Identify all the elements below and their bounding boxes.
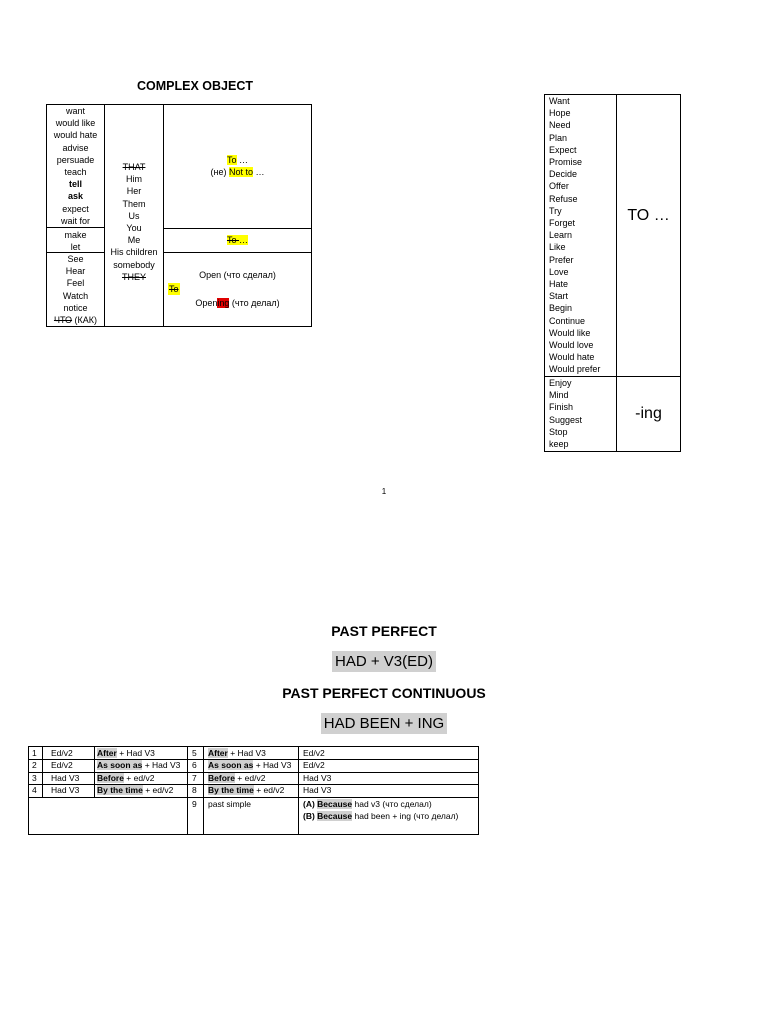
tense-rule: + ed/v2 — [123, 773, 155, 783]
to-label: TO … — [627, 207, 670, 224]
past-perfect-continuous-formula: HAD BEEN + ING — [321, 713, 447, 734]
conjunction-keyword: After — [97, 748, 117, 758]
tense-cell: Ed/v2 — [51, 748, 73, 758]
past-perfect-title: PAST PERFECT — [331, 623, 437, 639]
object-word: You — [126, 223, 142, 234]
tenses-table — [28, 746, 479, 835]
verb: Plan — [549, 132, 568, 143]
conjunction-keyword: By the time — [208, 785, 254, 795]
struck-to: To — [226, 235, 239, 245]
tense-cell: Had V3 — [303, 785, 332, 795]
conjunction-cell — [208, 772, 265, 784]
verb: Prefer — [549, 254, 574, 265]
past-perfect-formula-row — [0, 653, 768, 671]
open-line: Open (что сделал) — [199, 270, 276, 280]
object-list — [105, 161, 163, 283]
highlight-ing: ing — [217, 298, 230, 308]
conjunction-cell — [208, 747, 266, 759]
object-word: His children — [110, 247, 158, 258]
tense-rule: + ed/v2 — [253, 785, 285, 795]
verb: teach — [64, 167, 87, 178]
row-divider — [163, 252, 311, 253]
verb: keep — [549, 439, 569, 450]
infinitive-cell — [164, 154, 311, 178]
conjunction-keyword: Because — [317, 799, 353, 809]
complex-object-title: COMPLEX OBJECT — [137, 79, 253, 93]
object-word: Them — [122, 198, 146, 209]
ne-prefix: (не) — [210, 167, 229, 178]
tense-cell: past simple — [208, 799, 251, 809]
verb: Begin — [549, 303, 573, 314]
verb: Would like — [549, 327, 591, 338]
verb: Refuse — [549, 193, 578, 204]
conjunction-cell — [97, 747, 155, 759]
verb: Expect — [549, 144, 577, 155]
because-a — [303, 798, 432, 810]
conjunction-cell — [97, 759, 180, 771]
highlight-to: To — [226, 155, 237, 165]
object-word: Us — [128, 210, 140, 221]
ing-label: -ing — [635, 405, 662, 422]
verb: Watch — [62, 290, 89, 301]
verb: Need — [549, 120, 571, 131]
verb: Love — [549, 266, 569, 277]
to-line — [164, 154, 311, 166]
verb: make — [64, 230, 87, 240]
past-perfect-formula: HAD + V3(ED) — [332, 651, 436, 672]
verb: ask — [67, 191, 84, 202]
ellipsis: … — [239, 235, 248, 245]
conjunction-cell — [97, 784, 173, 796]
verb: would hate — [53, 130, 98, 141]
row-divider — [47, 227, 104, 228]
column-divider — [163, 105, 164, 326]
highlight-not-to: Not to — [228, 167, 253, 178]
conjunction-keyword: Because — [317, 811, 353, 821]
verb: Hope — [549, 108, 571, 119]
tense-rule: + Had V3 — [142, 760, 181, 770]
row-number: 2 — [32, 760, 37, 770]
row-number: 1 — [32, 748, 37, 758]
verb: Feel — [66, 278, 85, 289]
struck-to-side: To — [169, 284, 179, 294]
conjunction-keyword: As soon as — [97, 760, 143, 770]
ellipsis: … — [252, 167, 265, 178]
tense-cell: Had V3 — [303, 773, 332, 783]
row-divider — [163, 228, 311, 229]
past-perfect-continuous-title: PAST PERFECT CONTINUOUS — [282, 685, 486, 701]
verb: Enjoy — [549, 378, 572, 388]
verb: Try — [549, 205, 562, 216]
verb: persuade — [56, 154, 95, 165]
ing-verb-list — [549, 377, 582, 450]
object-word: somebody — [113, 259, 155, 270]
verb: Hear — [65, 266, 86, 277]
verb: See — [67, 254, 84, 264]
column-divider — [616, 95, 617, 451]
verb: would like — [55, 118, 96, 129]
row-number: 5 — [192, 748, 197, 758]
object-word: Him — [126, 174, 142, 185]
verb-note: (КАК) — [72, 315, 98, 326]
verb: Want — [549, 96, 570, 106]
verbs-group-to — [47, 105, 104, 227]
because-b — [303, 810, 458, 822]
column-divider — [187, 747, 188, 834]
conjunction-keyword: As soon as — [208, 760, 254, 770]
verbs-group-perception — [47, 253, 104, 326]
tense-rule: + ed/v2 — [234, 773, 266, 783]
conjunction-keyword: Before — [208, 773, 235, 783]
row-number: 7 — [192, 773, 197, 783]
past-perfect-continuous-formula-row — [0, 715, 768, 733]
verb: let — [70, 242, 81, 253]
verbs-group-make — [47, 229, 104, 253]
option-label: (A) — [303, 799, 318, 809]
opening-line — [164, 297, 311, 309]
bare-infinitive-cell — [164, 234, 311, 246]
conjunction-cell — [208, 784, 284, 796]
verb: Continue — [549, 315, 586, 326]
conjunction-keyword: By the time — [97, 785, 143, 795]
verb: notice — [63, 302, 88, 313]
tense-cell: Ed/v2 — [51, 760, 73, 770]
column-divider — [203, 747, 204, 834]
verb: Offer — [549, 181, 569, 192]
verb: Learn — [549, 230, 573, 241]
conjunction-keyword: After — [208, 748, 228, 758]
verb: Finish — [549, 402, 574, 413]
tense-cell: Had V3 — [51, 785, 80, 795]
verb: Stop — [549, 426, 568, 437]
verb: Suggest — [549, 414, 583, 425]
not-to-line — [164, 166, 311, 178]
tense-cell: Had V3 — [51, 773, 80, 783]
tense-rule: had v3 (что сделал) — [352, 799, 432, 809]
row-number: 3 — [32, 773, 37, 783]
verb: Would love — [549, 340, 594, 351]
column-divider — [298, 747, 299, 834]
option-label: (B) — [303, 811, 318, 821]
verb: advise — [62, 142, 89, 153]
verb: wait for — [60, 215, 90, 226]
verb: Decide — [549, 169, 578, 180]
tense-rule: + ed/v2 — [142, 785, 174, 795]
verb: Would hate — [549, 352, 595, 363]
row-number: 9 — [192, 799, 197, 809]
verb-pattern-table — [544, 94, 681, 452]
tense-rule: + Had V3 — [253, 760, 292, 770]
row-number: 6 — [192, 760, 197, 770]
verb: expect — [62, 203, 89, 214]
complex-object-table — [46, 104, 312, 327]
open-prefix: Open — [195, 298, 218, 308]
verb: Mind — [549, 390, 569, 401]
opening-note: (что делал) — [229, 298, 280, 308]
tense-rule: had been + ing (что делал) — [352, 811, 459, 821]
page-number: 1 — [381, 487, 387, 496]
struck-word: ЧТО — [53, 315, 73, 326]
verb: tell — [68, 179, 82, 190]
verb: Start — [549, 291, 569, 302]
verb: Forget — [549, 218, 576, 229]
to-verb-list — [549, 95, 600, 376]
struck-word: THAT — [122, 162, 146, 172]
verb: Promise — [549, 157, 583, 168]
verb: want — [65, 106, 85, 116]
verb: Hate — [549, 279, 569, 290]
verb: Would prefer — [549, 364, 601, 375]
tense-rule: + Had V3 — [116, 748, 155, 758]
verb — [47, 314, 104, 326]
conjunction-cell — [208, 759, 291, 771]
row-number: 4 — [32, 785, 37, 795]
conjunction-keyword: Before — [97, 773, 124, 783]
conjunction-cell — [97, 772, 154, 784]
tense-cell: Ed/v2 — [303, 748, 325, 758]
tense-rule: + Had V3 — [227, 748, 266, 758]
object-word: Me — [127, 235, 141, 246]
tense-cell: Ed/v2 — [303, 760, 325, 770]
row-number: 8 — [192, 785, 197, 795]
struck-word: THEY — [121, 271, 146, 282]
verb: Like — [549, 242, 566, 253]
ellipsis: … — [236, 155, 249, 165]
object-word: Her — [126, 186, 142, 197]
